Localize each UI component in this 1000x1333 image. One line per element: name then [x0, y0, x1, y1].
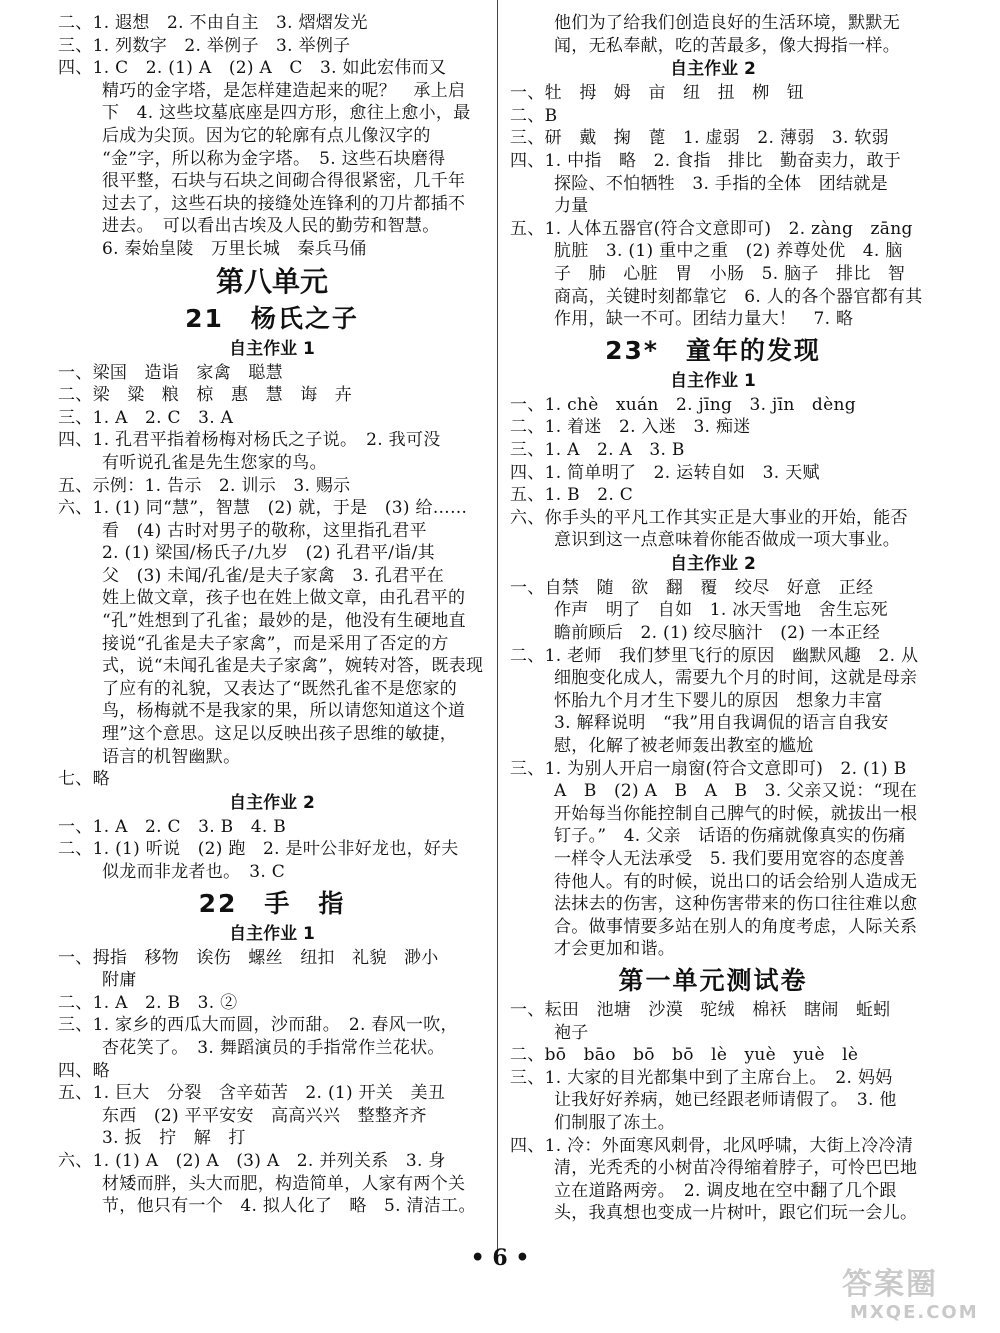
column-divider [497, 0, 498, 1250]
answer-line: 东西 (2) 平平安安 高高兴兴 整整齐齐 [102, 1105, 427, 1126]
answer-line: 力量 [554, 196, 589, 217]
answer-line: 三、研 戴 掬 蓖 1. 虚弱 2. 薄弱 3. 软弱 [510, 128, 889, 149]
answer-line: 二、bō bāo bō bō lè yuè yuè lè [510, 1045, 859, 1066]
answer-line: 六、你手头的平凡工作其实正是大事业的开始，能否 [510, 507, 908, 528]
answer-line: 六、1. (1) A (2) A (3) A 2. 并列关系 3. 身 [58, 1150, 446, 1171]
answer-line: 下 4. 这些坟墓底座是四方形，愈往上愈小，最 [102, 103, 471, 124]
answer-line: 很平整，石块与石块之间砌合得很紧密，几千年 [102, 171, 466, 192]
answer-line: 二、1. 老师 我们梦里飞行的原因 幽默风趣 2. 从 [510, 645, 919, 666]
answer-line: 杏花笑了。 3. 舞蹈演员的手指常作兰花状。 [102, 1037, 445, 1058]
answer-line: 3. 扳 拧 解 打 [102, 1128, 246, 1149]
answer-line: 二、1. (1) 听说 (2) 跑 2. 是叶公非好龙也，好夫 [58, 839, 459, 860]
answer-line: 才会更加和谐。 [554, 939, 676, 960]
answer-line: 二、B [510, 105, 558, 126]
answer-line: 合。做事情要多站在别人的角度考虑，人际关系 [554, 916, 918, 937]
page-number: • 6 • [470, 1245, 530, 1271]
answer-line: 姓上做文章，孩子也在姓上做文章，由孔君平的 [102, 588, 466, 609]
answer-line: 一、1. chè xuán 2. jīng 3. jīn dèng [510, 394, 856, 415]
answer-line: 子 肺 心脏 胃 小肠 5. 脑子 排比 智 [554, 263, 906, 284]
answer-line: 二、1. A 2. B 3. ② [58, 992, 238, 1013]
answer-line: 头，我真想也变成一片树叶，跟它们玩一会儿。 [554, 1203, 918, 1224]
answer-line: 待他人。有的时候，说出口的话会给别人造成无 [554, 871, 918, 892]
answer-line: 五、1. 巨大 分裂 含辛茹苦 2. (1) 开关 美丑 [58, 1083, 446, 1104]
answer-line: 2. (1) 梁国/杨氏子/九岁 (2) 孔君平/诣/其 [102, 543, 435, 564]
answer-line: 法抹去的伤害，这种伤害带来的伤口往往难以愈 [554, 894, 918, 915]
answer-line: 鸟，杨梅就不是我家的果，所以请您知道这个道 [102, 701, 466, 722]
section-heading: 自主作业 2 [670, 553, 756, 574]
answer-line: 瞻前顾后 2. (1) 绞尽脑汁 (2) 一本正经 [554, 623, 881, 644]
right-column [510, 12, 923, 1225]
answer-line: 意识到这一点意味着你能否做成一项大事业。 [554, 530, 900, 551]
answer-line: 袍子 [554, 1022, 589, 1043]
answer-line: 怀胎九个月才生下婴儿的原因 想象力丰富 [554, 690, 883, 711]
answer-line: 一、自禁 随 欲 翻 覆 绞尽 好意 正经 [510, 577, 874, 598]
watermark-logo [842, 1268, 992, 1330]
answer-line: 作声 明了 自如 1. 冰天雪地 舍生忘死 [554, 600, 888, 621]
answer-line: 四、1. 冷：外面寒风刺骨，北风呼啸，大街上冷冷清 [510, 1135, 914, 1156]
answer-line: 钉子。” 4. 父亲 话语的伤痛就像真实的伤痛 [554, 826, 906, 847]
answer-line: 过去了，这些石块的接缝处连锋利的刀片都插不 [102, 193, 466, 214]
answer-line: 三、1. 大家的目光都集中到了主席台上。 2. 妈妈 [510, 1067, 893, 1088]
answer-line: 精巧的金字塔，是怎样建造起来的呢？ 承上启 [102, 80, 466, 101]
answer-line: 闻，无私奉献，吃的苦最多，像大拇指一样。 [554, 35, 900, 56]
section-heading: 自主作业 2 [229, 792, 315, 813]
answer-line: A B (2) A B A B 3. 父亲又说：“现在 [554, 781, 918, 802]
answer-line: 四、1. 孔君平指着杨梅对杨氏之子说。 2. 我可没 [58, 430, 441, 451]
answer-line: 材矮而胖，头大而肥，构造简单，人家有两个关 [102, 1173, 466, 1194]
unit-heading: 第八单元 [215, 264, 328, 298]
left-column [58, 12, 486, 1218]
answer-line: 清，光秃秃的小树苗冷得缩着脖子，可怜巴巴地 [554, 1158, 918, 1179]
answer-line: 七、略 [58, 769, 110, 790]
answer-line: 进去。 可以看出古埃及人民的勤劳和智慧。 [102, 216, 440, 237]
section-heading: 自主作业 1 [670, 370, 756, 391]
answer-line: 四、1. C 2. (1) A (2) A C 3. 如此宏伟而又 [58, 58, 447, 79]
answer-line: 附庸 [102, 970, 137, 991]
lesson-heading: 第一单元测试卷 [618, 965, 808, 995]
answer-line: 一、1. A 2. C 3. B 4. B [58, 816, 287, 837]
lesson-heading: 21 杨氏之子 [185, 303, 359, 333]
answer-line: 理”这个意思。这足以反映出孩子思维的敏捷， [102, 724, 457, 745]
answer-line: 五、1. 人体五器官(符合文意即可) 2. zàng zāng [510, 218, 913, 239]
answer-line: 肮脏 3. (1) 重中之重 (2) 养尊处优 4. 脑 [554, 241, 903, 262]
answer-line: 一样令人无法承受 5. 我们要用宽容的态度善 [554, 849, 906, 869]
answer-line: 有听说孔雀是先生您家的鸟。 [102, 452, 327, 473]
lesson-heading: 23* 童年的发现 [605, 335, 821, 365]
answer-line: 四、1. 简单明了 2. 运转自如 3. 天赋 [510, 462, 820, 483]
answer-line: 他们为了给我们创造良好的生活环境，默默无 [554, 13, 900, 33]
answer-line: 一、拇指 移物 诶伤 螺丝 纽扣 礼貌 渺小 [58, 947, 439, 968]
section-heading: 自主作业 2 [670, 59, 756, 80]
answer-line: 一、牡 拇 姆 亩 纽 扭 栁 钮 [510, 83, 805, 104]
answer-line: 三、1. A 2. C 3. A [58, 407, 234, 428]
answer-line: 开始每当你能控制自己脾气的时候，就拔出一根 [554, 803, 918, 824]
answer-line: “孔”姓想到了孔雀；最妙的是，他没有生硬地直 [102, 611, 466, 632]
answer-line: 二、1. 着迷 2. 入迷 3. 痴迷 [510, 417, 751, 438]
answer-line: 语言的机智幽默。 [102, 746, 241, 767]
answer-line: 商高，关键时刻都靠它 6. 人的各个器官都有其 [554, 286, 923, 307]
answer-line: “金”字，所以称为金字塔。 5. 这些石块磨得 [102, 148, 446, 169]
answer-line: 三、1. 为别人开启一扇窗(符合文意即可) 2. (1) B [510, 758, 907, 779]
answer-line: 让我好好养病，她已经跟老师请假了。 3. 他 [554, 1090, 897, 1111]
answer-line: 接说“孔雀是夫子家禽”，而是采用了否定的方 [102, 633, 449, 654]
answer-line: 了应有的礼貌，又表达了“既然孔雀不是您家的 [102, 678, 457, 699]
answer-line: 看 (4) 古时对男子的敬称，这里指孔君平 [102, 520, 427, 541]
section-heading: 自主作业 1 [229, 338, 315, 359]
answer-line: 四、略 [58, 1060, 110, 1081]
answer-line: 父 (3) 未闻/孔雀/是夫子家禽 3. 孔君平在 [102, 565, 445, 586]
answer-line: 细胞变化成人，需要九个月的时间，这就是母亲 [554, 668, 918, 689]
answer-line: 三、1. 家乡的西瓜大而圆，沙而甜。 2. 春风一吹， [58, 1015, 458, 1036]
watermark-url: MXQE.COM [850, 1302, 979, 1323]
answer-line: 一、耘田 池塘 沙漠 驼绒 棉袄 瞎闹 蚯蚓 [510, 999, 891, 1020]
answer-line: 作用，缺一不可。团结力量大！ 7. 略 [554, 309, 854, 330]
answer-line: 一、梁国 造诣 家禽 聪慧 [58, 362, 283, 383]
answer-line: 五、示例：1. 告示 2. 训示 3. 赐示 [58, 475, 351, 496]
answer-line: 五、1. B 2. C [510, 485, 634, 506]
answer-line: 四、1. 中指 略 2. 食指 排比 勤奋卖力，敢于 [510, 150, 902, 171]
answer-line: 六、1. (1) 同“慧”，智慧 (2) 就，于是 (3) 给…… [58, 498, 468, 519]
watermark-text: 答案圈 [842, 1267, 938, 1302]
answer-line: 探险、不怕牺牲 3. 手指的全体 团结就是 [554, 173, 888, 194]
answer-line: 二、梁 粱 粮 椋 惠 慧 诲 卉 [58, 385, 353, 406]
lesson-heading: 22 手 指 [198, 888, 346, 918]
answer-line: 似龙而非龙者也。 3. C [102, 862, 286, 882]
answer-line: 二、1. 遐想 2. 不由自主 3. 熠熠发光 [58, 13, 368, 33]
section-heading: 自主作业 1 [229, 923, 315, 944]
answer-line: 立在道路两旁。 2. 调皮地在空中翻了几个跟 [554, 1180, 897, 1201]
answer-line: 后成为尖顶。因为它的轮廓有点儿像汉字的 [102, 125, 431, 146]
answer-line: 三、1. 列数字 2. 举例子 3. 举例子 [58, 35, 351, 56]
answer-line: 6. 秦始皇陵 万里长城 秦兵马俑 [102, 238, 367, 259]
answer-line: 节，他只有一个 4. 拟人化了 略 5. 清洁工。 [102, 1196, 476, 1217]
answer-line: 式，说“未闻孔雀是夫子家禽”，婉转对答，既表现 [102, 656, 484, 677]
answer-line: 三、1. A 2. A 3. B [510, 439, 685, 460]
answer-line: 们制服了冻土。 [554, 1112, 676, 1133]
answer-line: 3. 解释说明 “我”用自我调侃的语言自我安 [554, 713, 889, 734]
answer-line: 慰，化解了被老师轰出教室的尴尬 [554, 736, 814, 757]
